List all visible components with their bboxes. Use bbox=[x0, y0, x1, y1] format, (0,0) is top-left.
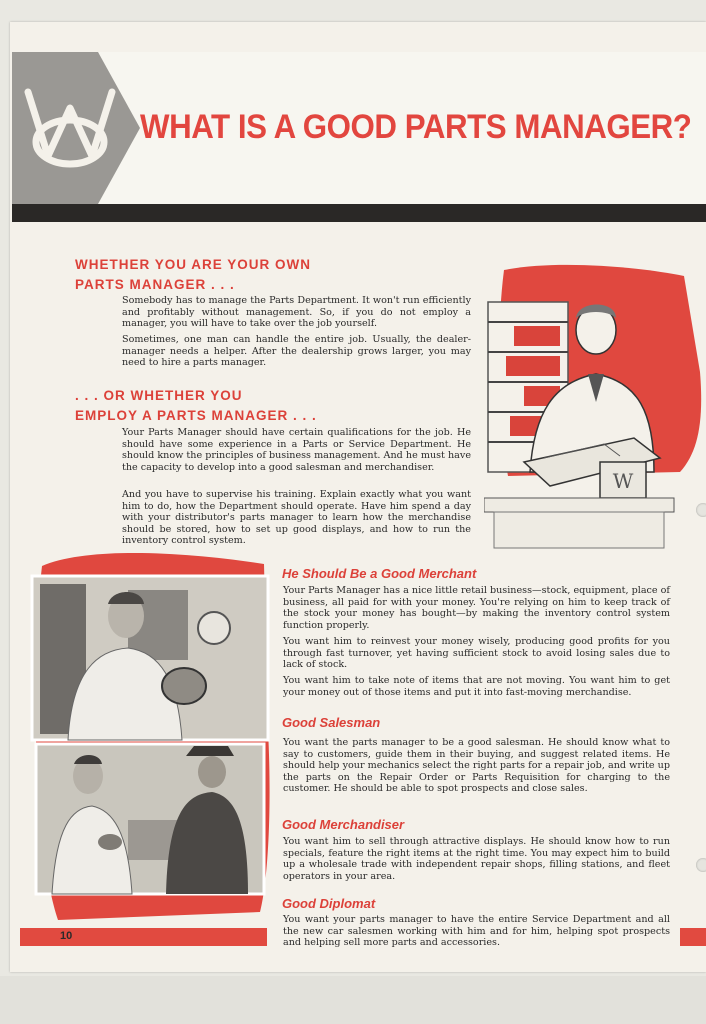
page-title: WHAT IS A GOOD PARTS MANAGER? bbox=[140, 108, 692, 146]
paragraph: And you have to supervise his training. Explain exactly what you want him to do, how the Department should operate. Have him spend a day with your distributor's parts manager to learn how the merchandise should be stored, how to set up good displays, and how to run the inventory control system. bbox=[122, 489, 471, 547]
photo-collage bbox=[28, 550, 272, 922]
paragraph: Your Parts Manager has a nice little retail business—stock, equipment, place of business, all paid for with your money. You're relying on him to keep track of the stock your money has bought—by making the inventory control system function properly. bbox=[283, 585, 670, 631]
paragraph: You want him to take note of items that are not moving. You want him to get your money out of those items and put it into fast-moving merchandise. bbox=[283, 675, 670, 698]
heading-line: PARTS MANAGER . . . bbox=[75, 277, 235, 292]
paragraph: Your Parts Manager should have certain qualifications for the job. He should have some experience in a Parts or Service Department. He should know the principles of business management. And he must have the capacity to develop into a good salesman and merchandiser. bbox=[122, 427, 471, 473]
header-rule bbox=[12, 204, 706, 222]
parts-manager-illustration bbox=[484, 262, 706, 552]
page-number: 10 bbox=[60, 930, 73, 942]
scan-background bbox=[0, 976, 706, 1024]
heading-line: WHETHER YOU ARE YOUR OWN bbox=[75, 257, 312, 272]
paragraph: You want your parts manager to have the entire Service Department and all the new car salesmen working with him and for him, helping spot prospects and helping sell more parts and accessories. bbox=[283, 914, 670, 949]
photo-salesman bbox=[36, 744, 264, 894]
paragraph: You want him to sell through attractive displays. He should know how to run specials, feature the right items at the right time. You may expect him to build up a wholesale trade with independent repair shops, filling stations, and fleet operators in your area. bbox=[283, 836, 670, 882]
footer-bar-right bbox=[680, 928, 706, 946]
section-heading-own-manager bbox=[75, 255, 311, 295]
logo-chevron bbox=[12, 52, 140, 204]
svg-text:W: W bbox=[612, 469, 634, 493]
section-heading-employ-manager bbox=[75, 386, 317, 426]
heading-line: EMPLOY A PARTS MANAGER . . . bbox=[75, 408, 317, 423]
heading-line: . . . OR WHETHER YOU bbox=[75, 388, 243, 403]
subheading-diplomat: Good Diplomat bbox=[282, 896, 376, 911]
subheading-merchant: He Should Be a Good Merchant bbox=[282, 566, 477, 581]
paragraph: You want the parts manager to be a good salesman. He should know what to say to customers, guide them in their buying, and suggest related items. He should help your mechanics select the right parts for a repair job, and write up the parts on the Repair Order or Parts Requisition for charging to the customer. He should be able to spot prospects and close sales. bbox=[283, 737, 670, 795]
paragraph: You want him to reinvest your money wisely, producing good profits for you through fast turnover, yet having sufficient stock to avoid losing sales due to lack of stock. bbox=[283, 636, 670, 671]
photo-merchant bbox=[32, 576, 268, 740]
subheading-merchandiser: Good Merchandiser bbox=[282, 817, 405, 832]
footer-bar-left bbox=[20, 928, 267, 946]
binder-hole bbox=[696, 858, 706, 872]
subheading-salesman: Good Salesman bbox=[282, 715, 381, 730]
paragraph: Somebody has to manage the Parts Department. It won't run efficiently and profitably without management. So, if you do not employ a manager, you will have to take over the job yourself. bbox=[122, 295, 471, 330]
paragraph: Sometimes, one man can handle the entire job. Usually, the dealer-manager needs a helper. After the dealership grows larger, you may need to hire a parts manager. bbox=[122, 334, 471, 369]
